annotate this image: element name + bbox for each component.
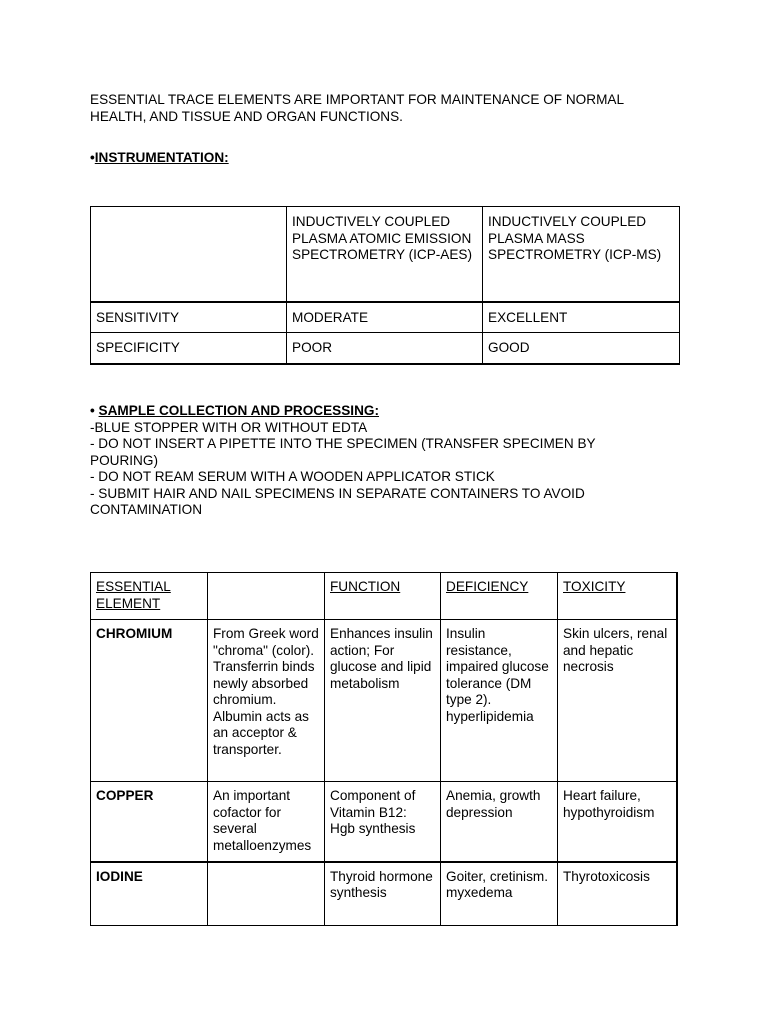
table-cell: Component of Vitamin B12: Hgb synthesis: [325, 782, 441, 862]
sample-heading: [90, 403, 650, 420]
table-cell: From Greek word "chroma" (color). Transferrin binds newly absorbed chromium. Albumin acts as an acceptor & transporter.: [208, 620, 325, 782]
table-cell: Goiter, cretinism. myxedema: [441, 862, 558, 926]
table-row: [91, 207, 680, 302]
table-cell: Enhances insulin action; For glucose and lipid metabolism: [325, 620, 441, 782]
table-cell: [91, 207, 287, 302]
list-item: - DO NOT INSERT A PIPETTE INTO THE SPECIMEN (TRANSFER SPECIMEN BY POURING): [90, 436, 596, 468]
elements-table: [90, 572, 678, 926]
bullet: •: [90, 150, 95, 165]
table-cell: EXCELLENT: [483, 302, 680, 333]
table-cell: Heart failure, hypothyroidism: [558, 782, 677, 862]
table-cell: GOOD: [483, 333, 680, 364]
table-header: DEFICIENCY: [441, 573, 558, 620]
table-header: INDUCTIVELY COUPLED PLASMA ATOMIC EMISSION SPECTROMETRY (ICP-AES): [287, 207, 483, 302]
table-cell: Anemia, growth depression: [441, 782, 558, 862]
table-cell: SPECIFICITY: [91, 333, 287, 364]
table-cell: Thyrotoxicosis: [558, 862, 677, 926]
table-row: [91, 620, 677, 782]
table-cell: POOR: [287, 333, 483, 364]
list-item: - SUBMIT HAIR AND NAIL SPECIMENS IN SEPARATE CONTAINERS TO AVOID CONTAMINATION: [90, 485, 585, 517]
table-cell: [208, 862, 325, 926]
bullet: •: [90, 403, 99, 418]
instrumentation-heading: [90, 150, 229, 167]
intro-paragraph: ESSENTIAL TRACE ELEMENTS ARE IMPORTANT FOR MAINTENANCE OF NORMAL HEALTH, AND TISSUE AND ORGAN FUNCTIONS.: [90, 92, 624, 124]
table-cell: MODERATE: [287, 302, 483, 333]
table-header: ESSENTIAL ELEMENT: [91, 573, 208, 620]
list-item: -BLUE STOPPER WITH OR WITHOUT EDTA: [90, 419, 368, 435]
instrumentation-title: INSTRUMENTATION:: [94, 150, 229, 165]
table-cell: CHROMIUM: [91, 620, 208, 782]
table-cell: Thyroid hormone synthesis: [325, 862, 441, 926]
table-header: TOXICITY: [558, 573, 677, 620]
table-row: [91, 782, 677, 862]
sample-title: SAMPLE COLLECTION AND PROCESSING:: [98, 403, 379, 418]
table-row: [91, 862, 677, 926]
table-cell: COPPER: [91, 782, 208, 862]
table-cell: Insulin resistance, impaired glucose tolerance (DM type 2). hyperlipidemia: [441, 620, 558, 782]
table-cell: An important cofactor for several metalloenzymes: [208, 782, 325, 862]
table-cell: SENSITIVITY: [91, 302, 287, 333]
table-cell: IODINE: [91, 862, 208, 926]
table-row: [91, 333, 680, 364]
instrumentation-table: [90, 206, 680, 365]
table-row: [91, 302, 680, 333]
table-header: FUNCTION: [325, 573, 441, 620]
list-item: - DO NOT REAM SERUM WITH A WOODEN APPLICATOR STICK: [90, 469, 495, 484]
table-cell: Skin ulcers, renal and hepatic necrosis: [558, 620, 677, 782]
table-row: [91, 573, 677, 620]
sample-section: [90, 403, 650, 519]
table-header: [208, 573, 325, 620]
table-header: INDUCTIVELY COUPLED PLASMA MASS SPECTROMETRY (ICP-MS): [483, 207, 680, 302]
